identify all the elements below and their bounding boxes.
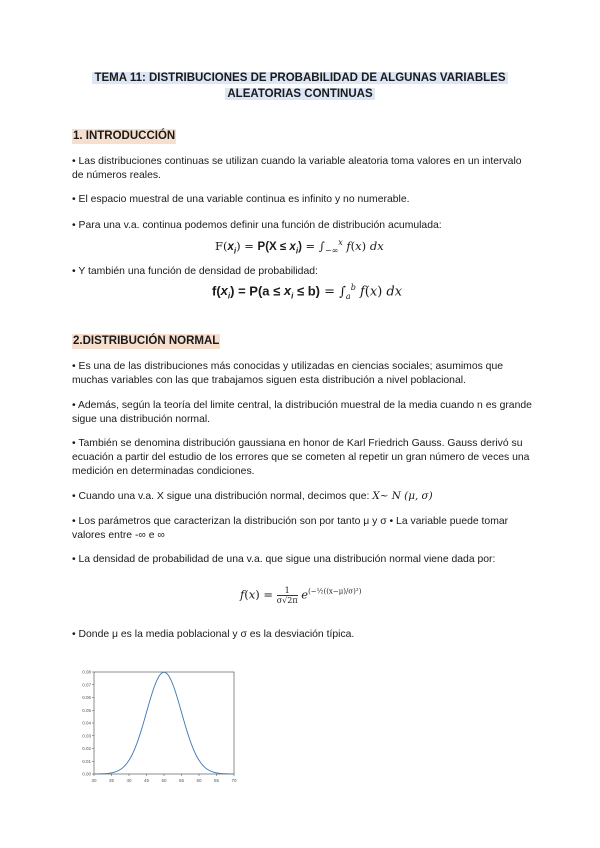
- intro-paragraph-1: • Las distribuciones continuas se utilizan cuando la variable aleatoria toma valores en un intervalo de números reales.: [72, 156, 522, 181]
- normal-distribution-chart: [72, 664, 242, 792]
- y-tick-label: 0.00: [82, 771, 91, 777]
- y-tick-label: 0.07: [82, 682, 91, 688]
- y-tick-label: 0.03: [82, 733, 91, 739]
- y-tick-label: 0.05: [82, 707, 91, 713]
- normal-paragraph-4: [72, 489, 532, 504]
- x-tick-label: 30: [91, 778, 97, 783]
- normal-paragraph-5: • Los parámetros que caracterizan la distribución son por tanto μ y σ • La variable puede tomar valores entre -∞ e ∞: [72, 516, 509, 541]
- x-tick-label: 70: [231, 778, 237, 783]
- title-line-2: ALEATORIAS CONTINUAS: [227, 88, 373, 100]
- y-tick-label: 0.06: [82, 695, 91, 700]
- density-curve-line: [94, 672, 234, 774]
- normal-paragraph-4-text: • Cuando una v.a. X sigue una distribución normal, decimos que:: [72, 491, 370, 502]
- intro-paragraph-4: • Y también una función de densidad de probabilidad:: [72, 266, 318, 277]
- x-tick-label: 45: [143, 778, 150, 783]
- y-tick-label: 0.08: [82, 669, 91, 675]
- x-tick-label: 35: [108, 778, 115, 783]
- intro-paragraph-3: • Para una v.a. continua podemos definir una función de distribución acumulada:: [72, 220, 442, 231]
- title-line-1: TEMA 11: DISTRIBUCIONES DE PROBABILIDAD DE ALGUNAS VARIABLES: [94, 72, 506, 84]
- section-2-heading: 2.DISTRIBUCIÓN NORMAL: [73, 335, 220, 347]
- normal-paragraph-2: • Además, según la teoría del limite central, la distribución muestral de la media cuando n es grande sigue una distribución normal.: [72, 400, 532, 425]
- x-tick-label: 40: [126, 778, 132, 783]
- normal-density-formula: f(x) = $\frac{1}{\sigma√2\pi}$ $e^{(-\frac{1}{2}((x-\mu)/\sigma)^2)}$: [240, 586, 362, 605]
- normal-paragraph-1: • Es una de las distribuciones más conocidas y utilizadas en ciencias sociales; asumimos que muchas variables con las que trabajamos siguen esta distribución a nivel poblacional.: [72, 361, 504, 386]
- normal-notation: X~ N (μ, σ): [372, 490, 433, 502]
- normal-paragraph-3: • También se denomina distribución gaussiana en honor de Karl Friedrich Gauss. Gauss derivó su ecuación a partir del estudio de los errores que se cometen al repetir un gran número de veces una medición en determinadas condiciones.: [72, 438, 530, 477]
- normal-paragraph-6: • La densidad de probabilidad de una v.a. que sigue una distribución normal viene dada por:: [72, 554, 496, 565]
- page-title: [70, 70, 530, 102]
- normal-paragraph-7: • Donde μ es la media poblacional y σ es la desviación típica.: [72, 629, 355, 640]
- density-function-formula: $f(x_i) = P(a \le x_i \le b) = \int_a^b$ f(x) dx: [212, 283, 403, 301]
- x-tick-label: 65: [213, 778, 220, 783]
- y-tick-label: 0.01: [82, 758, 91, 764]
- chart-frame: [94, 672, 234, 774]
- y-tick-label: 0.02: [82, 746, 91, 751]
- section-1-heading: 1. INTRODUCCIÓN: [73, 130, 176, 142]
- cumulative-distribution-formula: $F(x_i) = P(X \le x_i) = \int_{-\infty}^x$ f(x) dx: [215, 238, 384, 256]
- x-tick-label: 55: [178, 778, 185, 783]
- x-tick-label: 50: [161, 778, 167, 783]
- intro-paragraph-2: • El espacio muestral de una variable continua es infinito y no numerable.: [72, 194, 410, 205]
- y-tick-label: 0.04: [82, 720, 91, 726]
- x-tick-label: 60: [196, 778, 202, 783]
